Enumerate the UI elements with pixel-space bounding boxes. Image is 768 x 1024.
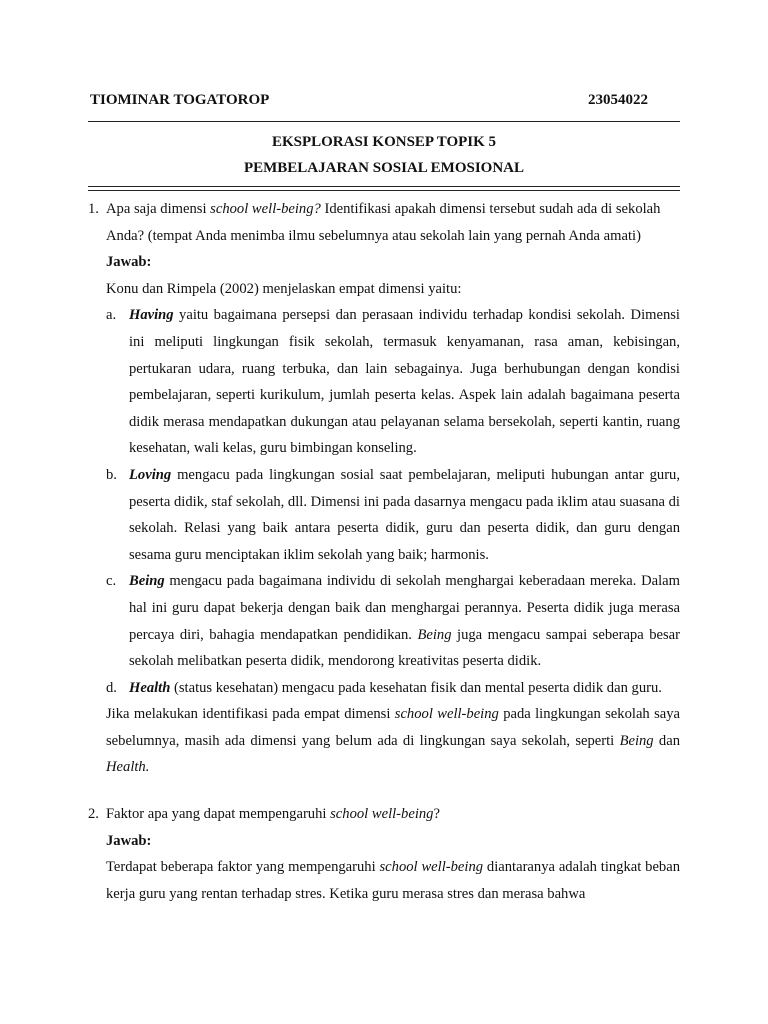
document-subtitle: PEMBELAJARAN SOSIAL EMOSIONAL — [243, 160, 525, 176]
student-id: 23054022 — [588, 92, 648, 108]
answer-closing: Jika melakukan identifikasi pada empat dimensi school well-being pada lingkungan sekolah saya sebelumnya, masih ada dimensi yang belum ada di lingkungan saya sekolah, seperti Being dan Health. — [106, 706, 681, 776]
question-number: 1. — [88, 201, 99, 217]
answer-label: Jawab: — [106, 254, 152, 271]
item-letter: d. — [106, 679, 117, 696]
item-letter: c. — [106, 573, 117, 590]
dimension-term: Health — [129, 679, 171, 696]
title-rule-upper — [88, 186, 680, 187]
dimension-item-having: a. Having yaitu bagaimana persepsi dan perasaan individu terhadap kondisi sekolah. Dimensi ini meliputi lingkungan fisik sekolah, termasuk kenyamanan, rasa aman, kebisingan, pertukaran udara, ruang terbuka, dan lain sebagainya. Juga berhubungan dengan kondisi pembelajaran, seperti kurikulum, jumlah peserta kelas. Aspek lain adalah bagaimana peserta didik merasa mendapatkan dukungan atau pelayanan selama bersekolah, seperti kantin, ruang kesehatan, wali kelas, guru bimbingan konseling. — [88, 302, 680, 462]
author-name: TIOMINAR TOGATOROP — [90, 92, 270, 108]
answer-label: Jawab: — [106, 832, 152, 849]
dimension-term: Having — [129, 307, 174, 324]
header-rule — [88, 121, 680, 122]
dimension-item-being: c. Being mengacu pada bagaimana individu di sekolah menghargai keberadaan mereka. Dalam hal ini guru dapat bekerja dengan baik dan menghargai perannya. Peserta didik juga merasa percaya diri, bahagia mendapatkan pendidikan. Being juga mengacu sampai seberapa besar sekolah melibatkan peserta didik, mendorong kreativitas peserta didik. — [88, 568, 680, 674]
page-header — [90, 92, 648, 112]
dimension-item-health: d. Health (status kesehatan) mengacu pada kesehatan fisik dan mental peserta didik dan guru. — [88, 675, 680, 702]
dimension-term: Being — [129, 573, 165, 590]
answer-text: Terdapat beberapa faktor yang mempengaruhi school well-being diantaranya adalah tingkat beban kerja guru yang rentan terhadap stres. Ketika guru merasa stres dan merasa bahwa — [106, 859, 680, 902]
item-letter: b. — [106, 466, 117, 483]
question-2: 2. Faktor apa yang dapat mempengaruhi school well-being? — [88, 801, 680, 828]
dimension-item-loving: b. Loving mengacu pada lingkungan sosial saat pembelajaran, meliputi hubungan antar guru, peserta didik, staf sekolah, dll. Dimensi ini pada dasarnya mengacu pada iklim atau suasana di sekolah. Relasi yang baik antara peserta didik, guru dan peserta didik, dan guru dengan sesama guru menciptakan iklim sekolah yang baik; harmonis. — [88, 462, 680, 568]
dimension-term: Loving — [129, 466, 172, 483]
title-rule-lower — [88, 190, 680, 191]
question-1: 1. Apa saja dimensi school well-being? Identifikasi apakah dimensi tersebut sudah ada di sekolah Anda? (tempat Anda menimba ilmu sebelumnya atau sekolah lain yang pernah Anda amati) — [88, 196, 680, 249]
question-number: 2. — [88, 806, 99, 823]
answer-intro: Konu dan Rimpela (2002) menjelaskan empat dimensi yaitu: — [106, 280, 462, 297]
document-body — [88, 196, 680, 907]
document-title: EKSPLORASI KONSEP TOPIK 5 — [271, 134, 497, 150]
item-letter: a. — [106, 307, 117, 324]
